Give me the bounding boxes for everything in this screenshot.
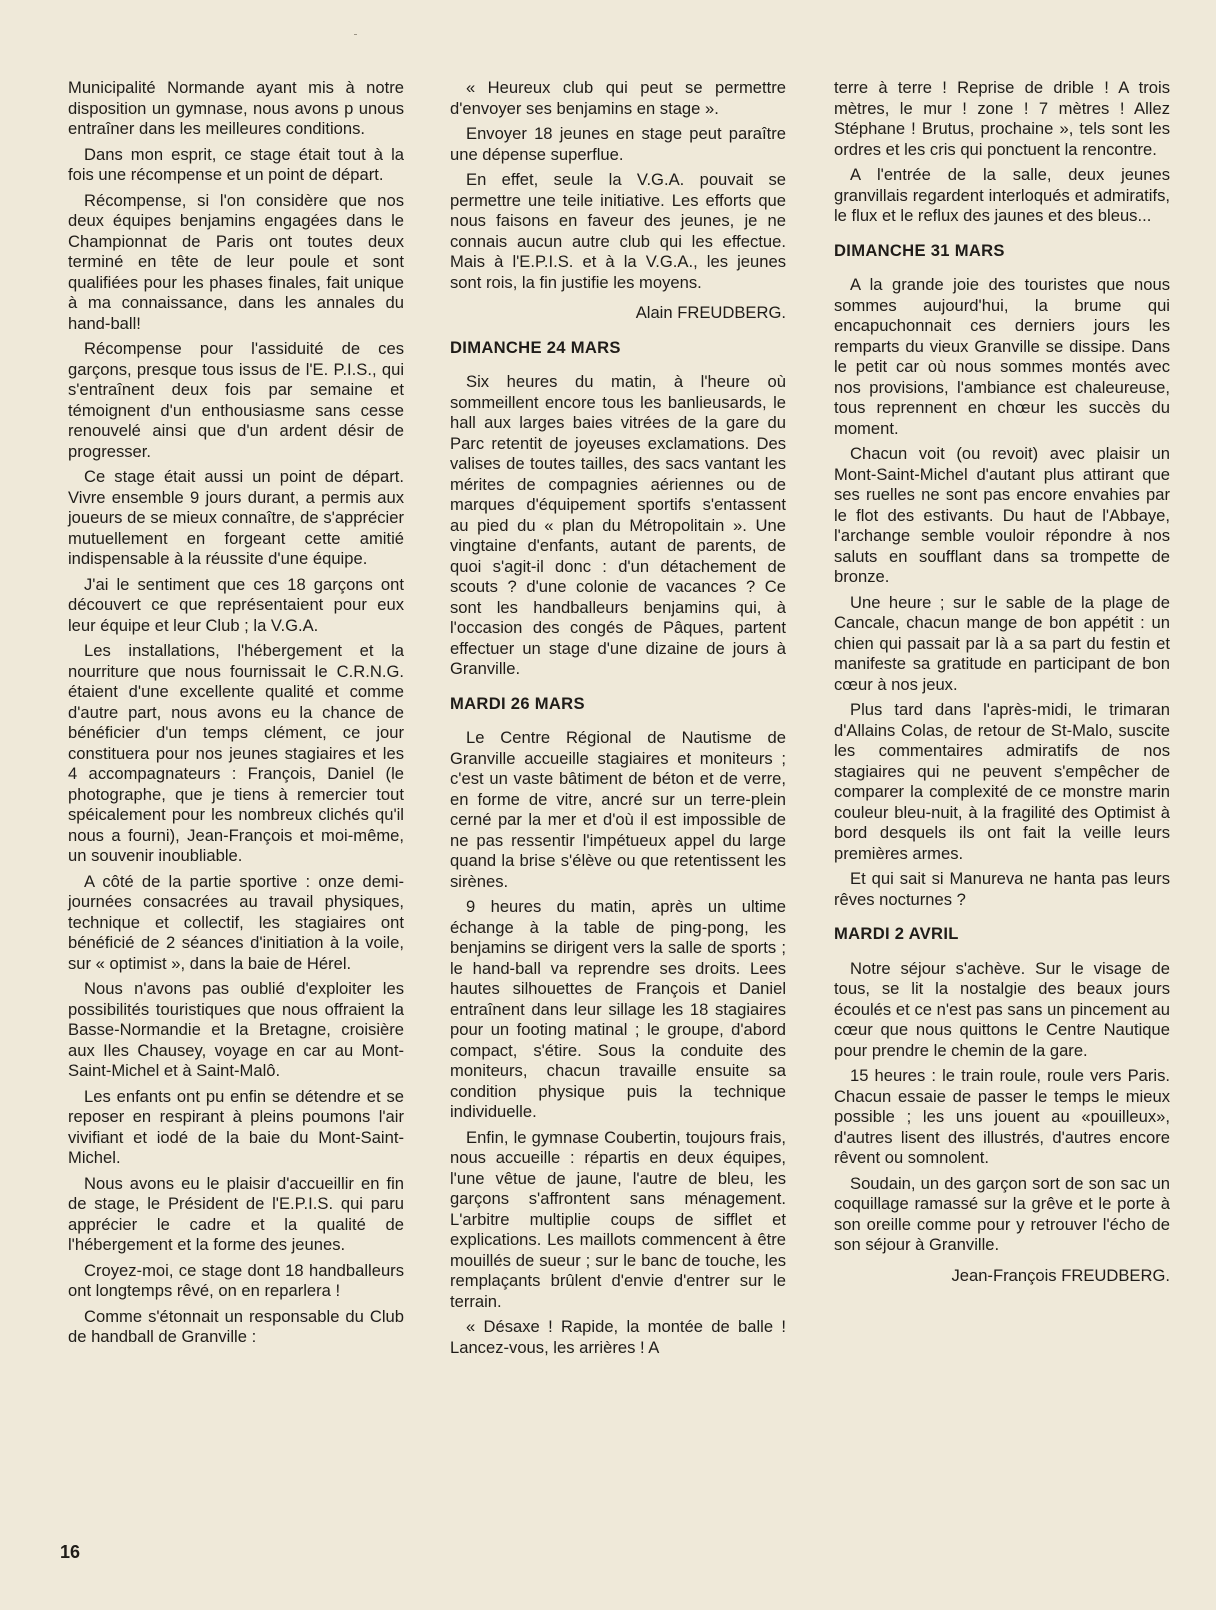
paragraph: A la grande joie des touristes que nous sommes aujourd'hui, la brume qui encapuchonnait ces derniers jours les remparts du vieux Granville se dissipe. Dans le petit car où nous sommes montés avec nos provisions, l'ambiance est chaleureuse, tous reprennent en chœur les succès du moment. bbox=[834, 275, 1170, 438]
paragraph: Les enfants ont pu enfin se détendre et se reposer en respirant à pleins poumons l'air vivifiant et iodé de la baie du Mont-Saint-Michel. bbox=[68, 1086, 404, 1167]
section-heading: DIMANCHE 31 MARS bbox=[834, 240, 1005, 260]
paragraph: Comme s'étonnait un responsable du Club de handball de Granville : bbox=[68, 1306, 404, 1346]
section-heading: MARDI 2 AVRIL bbox=[834, 924, 959, 943]
paragraph: J'ai le sentiment que ces 18 garçons ont découvert ce que représentaient pour eux leur équipe et leur Club ; la V.G.A. bbox=[68, 574, 404, 635]
paragraph: Ce stage était aussi un point de départ. Vivre ensemble 9 jours durant, a permis aux joueurs de se mieux connaître, de s'apprécier mutuellement en forgeant cette amitié indispensable à la réussite d'une équipe. bbox=[68, 467, 404, 568]
paragraph: En effet, seule la V.G.A. pouvait se permettre une teile initiative. Les efforts que nous faisons en faveur des jeunes, je ne connais aucun autre club qui les effectue. Mais à l'E.P.I.S. et à la V.G.A., les jeunes sont rois, la fin justifie les moyens. bbox=[450, 170, 786, 292]
paragraph: Six heures du matin, à l'heure où sommeillent encore tous les banlieusards, le hall aux larges baies vitrées de la gare du Parc retentit de joyeuses exclamations. Des valises de toutes tailles, des sacs vantant les mérites de compagnies aériennes ou de marques d'équipement sportifs s'entassent au pied du « plan du Métropolitain ». Une vingtaine d'enfants, autant de parents, de quoi s'agit-il donc : d'un détachement de scouts ? d'une colonie de vacances ? Ce sont les handballeurs benjamins qui, à l'occasion des congés de Pâques, partent effectuer un stage d'une dizaine de jours à Granville. bbox=[450, 372, 786, 678]
paragraph: Dans mon esprit, ce stage était tout à la fois une récompense et un point de départ. bbox=[68, 144, 404, 184]
paragraph: Et qui sait si Manureva ne hanta pas leurs rêves nocturnes ? bbox=[834, 869, 1170, 909]
paragraph: Envoyer 18 jeunes en stage peut paraître une dépense superflue. bbox=[450, 124, 786, 164]
paragraph: Récompense, si l'on considère que nos deux équipes benjamins engagées dans le Championnat de Paris ont toutes deux terminé en tête de leur poule et sont qualifiées pour les phases finales, fait unique à ma connaissance, dans les annales du hand-ball! bbox=[68, 190, 404, 333]
paragraph: Récompense pour l'assiduité de ces garçons, presque tous issus de l'E. P.I.S., qui s'entraînent deux fois par semaine et témoignent d'un enthousiasme sans cesse renouvelé ainsi que d'un ardent désir de progresser. bbox=[68, 339, 404, 461]
article-column-3 bbox=[834, 78, 1170, 1291]
page-number: 16 bbox=[60, 1542, 81, 1562]
article-column-1 bbox=[68, 78, 404, 1353]
section-heading: DIMANCHE 24 MARS bbox=[450, 337, 621, 357]
paragraph: Chacun voit (ou revoit) avec plaisir un Mont-Saint-Michel d'autant plus attirant que ses ruelles ne sont pas encore envahies par le flot des estivants. Du haut de l'Abbaye, l'archange semble vouloir répondre à nos saluts en soufflant dans sa trompette de bronze. bbox=[834, 444, 1170, 586]
paragraph: Nous n'avons pas oublié d'exploiter les possibilités touristiques que nous offraient la Basse-Normandie et la Bretagne, croisière aux Iles Chausey, voyage en car au Mont-Saint-Michel et à Saint-Malô. bbox=[68, 979, 404, 1080]
author-signature: Jean-François FREUDBERG. bbox=[951, 1265, 1170, 1285]
quote-paragraph: « Heureux club qui peut se permettre d'envoyer ses benjamins en stage ». bbox=[450, 78, 786, 118]
paragraph: Nous avons eu le plaisir d'accueillir en fin de stage, le Président de l'E.P.I.S. qui paru apprécier le cadre et la qualité de l'hébergement et la forme des jeunes. bbox=[68, 1173, 404, 1254]
paragraph: « Désaxe ! Rapide, la montée de balle ! Lancez-vous, les arrières ! A bbox=[450, 1317, 786, 1357]
author-signature: Alain FREUDBERG. bbox=[635, 303, 786, 322]
paragraph: 9 heures du matin, après un ultime échange à la table de ping-pong, les benjamins se dirigent vers la salle de sports ; le hand-ball va reprendre ses droits. Lees hautes silhouettes de François et Daniel entraînent dans leur sillage les 18 stagiaires pour un footing matinal ; le groupe, d'abord compact, s'étire. Sous la conduite des moniteurs, chacun travaille ensuite sa condition physique puis la technique individuelle. bbox=[450, 897, 786, 1121]
paragraph: Croyez-moi, ce stage dont 18 handballeurs ont longtemps rêvé, on en reparlera ! bbox=[68, 1260, 404, 1300]
paragraph: 15 heures : le train roule, roule vers Paris. Chacun essaie de passer le temps le mieux possible ; les uns jouent au «pouilleux», d'autres lisent des illustrés, d'autres encore rêvent ou somnolent. bbox=[834, 1066, 1170, 1167]
section-heading: MARDI 26 MARS bbox=[450, 693, 585, 713]
article-column-2 bbox=[450, 78, 786, 1363]
paragraph: Les installations, l'hébergement et la nourriture que nous fournissait le C.R.N.G. étaient d'une excellente qualité et comme d'autre part, nous avons eu la chance de bénéficier d'un temps clément, ce jour constituera pour nos jeunes stagiaires et les 4 accompagnateurs : François, Daniel (le photographe, que je tiens à remercier tout spéicalement pour les nombreux clichés qu'il nous a fourni), Jean-François et moi-même, un souvenir inoubliable. bbox=[68, 641, 404, 865]
paragraph: Municipalité Normande ayant mis à notre disposition un gymnase, nous avons p unous entraîner dans les meilleures conditions. bbox=[68, 78, 404, 138]
print-mark bbox=[354, 34, 357, 35]
paragraph: Le Centre Régional de Nautisme de Granville accueille stagiaires et moniteurs ; c'est un vaste bâtiment de béton et de verre, en forme de vitre, ancré sur un terre-plein cerné par la mer et d'où il est impossible de ne pas ressentir l'impétueux appel du large quand la brise s'élève ou que retentissent les sirènes. bbox=[450, 728, 786, 891]
paragraph: terre à terre ! Reprise de drible ! A trois mètres, le mur ! zone ! 7 mètres ! Allez Stéphane ! Brutus, prochaine », tels sont les ordres et les cris qui ponctuent la rencontre. bbox=[834, 78, 1170, 159]
paragraph: A l'entrée de la salle, deux jeunes granvillais regardent interloqués et admiratifs, le flux et le reflux des jaunes et des bleus... bbox=[834, 165, 1170, 225]
paragraph: A côté de la partie sportive : onze demi-journées consacrées au travail physiques, technique et collectif, les stagiaires ont bénéficié de 2 séances d'initiation à la voile, sur « optimist », dans la baie de Hérel. bbox=[68, 871, 404, 973]
paragraph: Plus tard dans l'après-midi, le trimaran d'Allains Colas, de retour de St-Malo, suscite les commentaires admiratifs de nos stagiaires qui ne peuvent s'empêcher de comparer la complexité de ce monstre marin couleur bleu-nuit, à la fragilité des Optimist à bord desquels ils ont fait la veille leurs premières armes. bbox=[834, 700, 1170, 863]
paragraph: Notre séjour s'achève. Sur le visage de tous, se lit la nostalgie des beaux jours écoulés et ce n'est pas sans un pincement au cœur que nous quittons le Centre Nautique pour prendre le chemin de la gare. bbox=[834, 958, 1170, 1060]
paragraph: Une heure ; sur le sable de la plage de Cancale, chacun mange de bon appétit : un chien qui passait par là a sa part du festin et manifeste sa gratitude en participant de bon cœur à nos jeux. bbox=[834, 592, 1170, 694]
paragraph: Soudain, un des garçon sort de son sac un coquillage ramassé sur la grêve et le porte à son oreille comme pour y retrouver l'écho de son séjour à Granville. bbox=[834, 1173, 1170, 1254]
paragraph: Enfin, le gymnase Coubertin, toujours frais, nous accueille : répartis en deux équipes, l'une vêtue de jaune, l'autre de bleu, les garçons s'affrontent sans ménagement. L'arbitre multiplie coups de sifflet et explications. Les maillots commencent à être mouillés de sueur ; sur le banc de touche, les remplaçants brûlent d'envie d'entrer sur le terrain. bbox=[450, 1127, 786, 1311]
